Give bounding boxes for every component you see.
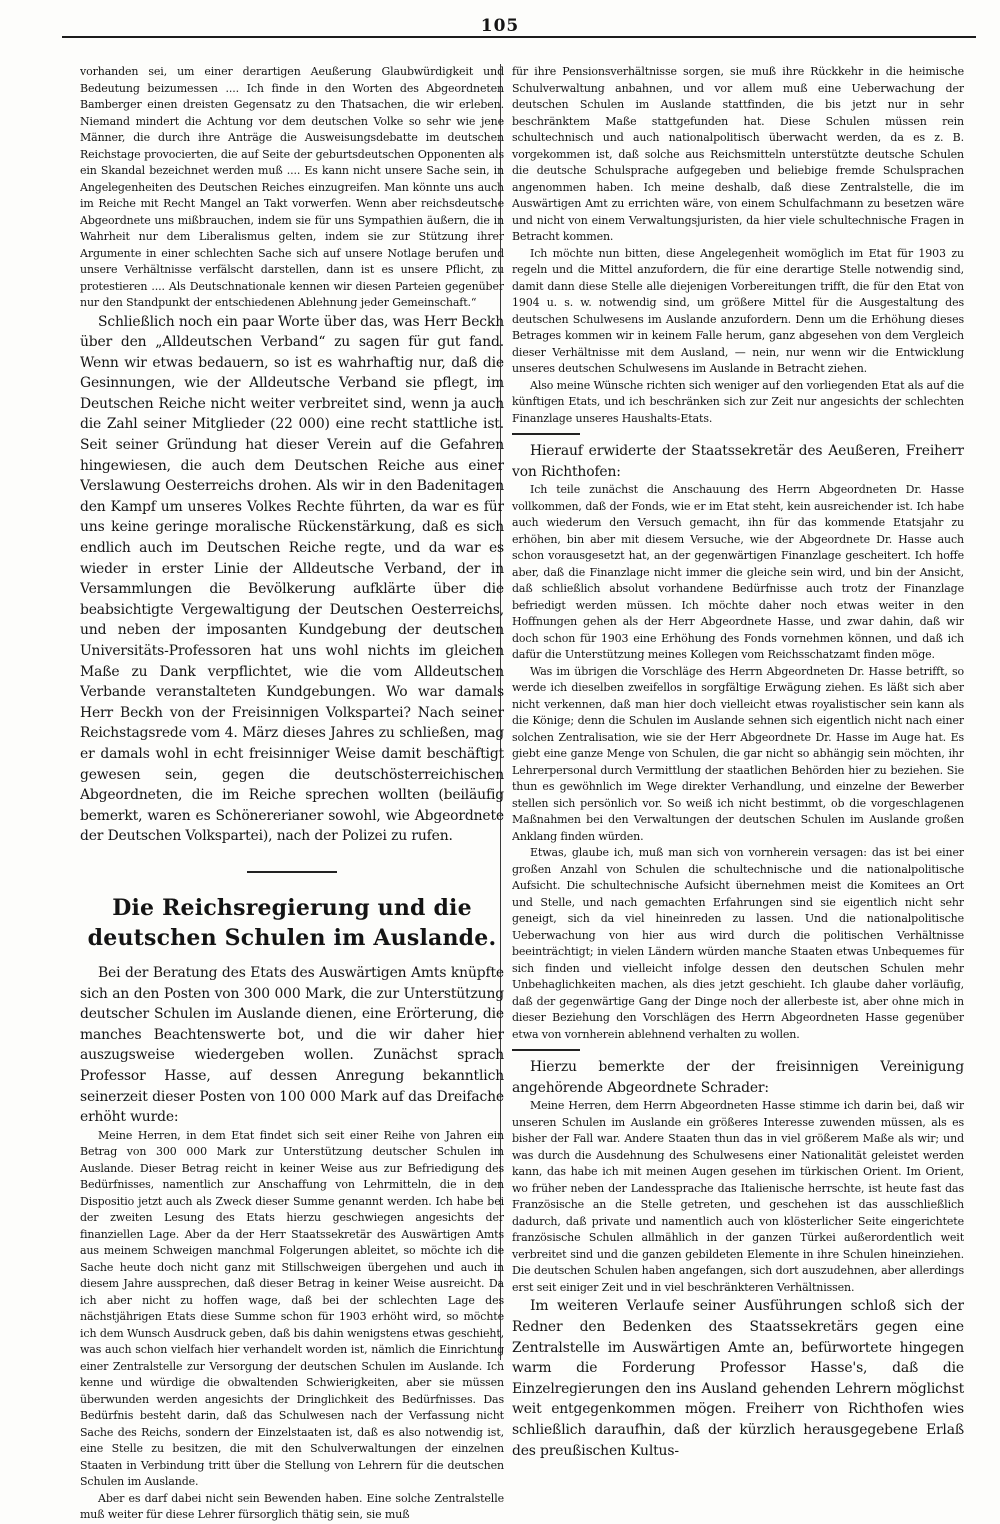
speech-hasse: Meine Herren, in dem Etat findet sich seit einer Reihe von Jahren ein Betrag von 300 000 Mark zur Unterstützung deutscher Schulen im Auslande. Dieser Betrag reicht in keiner Weise aus zur Befriedigung des Bedürfnisses, namentlich zur Anschaffung von Lehrmitteln, die in den Dispositio jetzt auch als Zweck dieser Summe genannt werden. Ich habe bei der zweiten Lesung des Etats hierzu geschwiegen angesichts der finanziellen Lage. Aber da der Herr Staatssekretär des Auswärtigen Amts aus meinem Schweigen manchmal Folgerungen ableitet, so möchte ich die Sache heute doch nicht ganz mit Stillschweigen übergehen und auch in diesem Jahre aussprechen, daß dieser Betrag in keiner Weise ausreicht. Da ich aber nicht zu hoffen wage, daß bei der schlechten Lage des nächstjährigen Etats diese Summe schon für 1903 erhöht wird, so möchte ich dem Wunsch Ausdruck geben, daß bis dahin wenigstens etwas geschieht, was auch schon vielfach hier verhandelt worden ist, nämlich die Einrichtung einer Zentralstelle zur Versorgung der deutschen Schulen im Auslande. Ich kenne und würdige die obwaltenden Schwierigkeiten, aber sie müssen überwunden werden angesichts der Dringlichkeit des Bedürfnisses. Das Bedürfnis besteht darin, daß das Schulwesen nach der Verfassung nicht Sache des Reichs, sondern der Einzelstaaten ist, daß es also notwendig ist, eine Stelle zu besitzen, die mit den Schulverwaltungen der einzelnen Staaten in Verbindung tritt über die Stellung von Lehrern für die deutschen Schulen im Auslande. — [80, 1128, 504, 1489]
speech-hasse-right: für ihre Pensionsverhältnisse sorgen, sie muß ihre Rückkehr in die heimische Schulverwaltung anbahnen, und vor allem muß eine Ueberwachung der deutschen Schulen im Auslande stattfinden, die bis jetzt nur in sehr beschränktem Maße stattgefunden hat. Diese Schulen müssen rein schultechnisch und auch nationalpolitisch überwacht werden, da es z. B. vorgekommen ist, daß solche aus Reichsmitteln unterstützte deutsche Schulen die deutsche Schulsprache aufgegeben und beliebige fremde Schulsprachen angenommen haben. Ich meine deshalb, daß diese Zentralstelle, die im Auswärtigen Amt zu errichten wäre, von einem Schulfachmann zu besetzen wäre und nicht von einem Verwaltungsjuristen, da hier viele schultechnische Fragen in Betracht kommen. — [512, 65, 964, 243]
article-headline: Die Reichsregierung und die deutschen Schulen im Auslande. — [87, 894, 497, 951]
section-divider-right-2 — [512, 1049, 580, 1051]
article-intro: Bei der Beratung des Etats des Auswärtigen Amts knüpfte sich an den Posten von 300 000 Mark, die zur Unterstützung deutscher Schulen im Auslande dienen, eine Erörterung, die manches Beachtenswerte bot, und die wir daher hier auszugsweise wiedergeben wollen. Zunächst sprach Professor Hasse, auf dessen Anregung bekanntlich seinerzeit dieser Posten von 100 000 Mark auf das Dreifache erhöht wurde: — [80, 964, 504, 1126]
section-divider-right — [512, 433, 580, 435]
speech-hasse-closing: Also meine Wünsche richten sich weniger auf den vorliegenden Etat als auf die künftigen Etats, und ich beschränken sich zur Zeit nur angesichts der schlechten Finanzlage unseres Haushalts-Etats. — [512, 378, 964, 425]
section-divider — [247, 871, 337, 873]
paragraph-quote-ending: vorhanden sei, um einer derartigen Aeußerung Glaubwürdigkeit und Bedeutung beizumessen .... Ich finde in den Worten des Abgeordneten Bamberger einen dreisten Gegensatz zu den Thatsachen, die wir erleben. Niemand mindert die Achtung vor dem deutschen Volke so sehr wie jene Männer, die durch ihre Anträge die Ausweisungsdebatte im deutschen Reichstage provocierten, die auf Seite der geburtsdeutschen Opponenten als ein Skandal bezeichnet werden muß .... Es kann nicht unsere Sache sein, in Angelegenheiten des Deutschen Reiches einzugreifen. Man könnte uns auch im Reiche mit Recht Mangel an Takt vorwerfen. Wenn aber reichsdeutsche Abgeordnete uns mißbrauchen, indem sie für uns Sympathien äußern, die in Wahrheit nur dem Liberalismus gelten, indem sie zur Stützung ihrer Argumente in einer schlechten Sache sich auf unsere Notlage berufen und unsere Verhältnisse verfälscht darstellen, dann ist es unsere Pflicht, zu protestieren .... Als Deutschnationale kennen wir diesen Parteien gegenüber nur den Standpunkt der entschiedenen Ablehnung jeder Gemeinschaft.“ — [80, 65, 504, 309]
closing-summary: Im weiteren Verlaufe seiner Ausführungen schloß sich der Redner den Bedenken des Staatssekretärs gegen eine Zentralstelle im Auswärtigen Amte an, befürwortete hingegen warm die Forderung Professor Hasse's, daß die Einzelregierungen den ins Ausland gehenden Lehrern möglichst weit entgegenkommen mögen. Freiherr von Richthofen wies schließlich daraufhin, daß der kürzlich herausgegebene Erlaß des preußischen Kultus- — [512, 1298, 964, 1459]
header-rule — [62, 36, 976, 38]
speech-richthofen-1: Ich teile zunächst die Anschauung des Herrn Abgeordneten Dr. Hasse vollkommen, daß der Fonds, wie er im Etat steht, kein ausreichender ist. Ich habe auch wiederum den Versuch gemacht, ihn für das kommende Etatsjahr zu erhöhen, bin aber mit diesem Versuche, wie der Abgeordnete Dr. Hasse auch schon vorausgesetzt hat, an der gegenwärtigen Finanzlage gescheitert. Ich hoffe aber, daß die Finanzlage nicht immer die gleiche sein wird, und bin der Ansicht, daß schließlich absolut vorhandene Bedürfnisse auch trotz der Finanzlage befriedigt werden müssen. Ich möchte daher noch etwas weiter in den Hoffnungen gehen als der Herr Abgeordnete Hasse, und zwar dahin, daß wir doch schon für 1903 eine Erhöhung des Fonds vornehmen können, und daß ich dafür die Unterstützung meines Kollegen vom Reichsschatzamt finden möge. — [512, 483, 964, 662]
paragraph-alldeutscher-verband: Schließlich noch ein paar Worte über das, was Herr Beckh über den „Alldeutschen Verband“ zu sagen für gut fand. Wenn wir etwas bedauern, so ist es wahrhaftig nur, daß die Gesinnungen, wie der Alldeutsche Verband sie pflegt, im Deutschen Reiche nicht weiter verbreitet sind, wenn ja auch die Zahl seiner Mitglieder (22 000) eine recht stattliche ist. Seit seiner Gründung hat dieser Verein auf die Gefahren hingewiesen, die auch dem Deutschen Reiche aus einer Verslawung Oesterreichs drohen. Als wir in den Badenitagen den Kampf um unseres Volkes Rechte führten, da war es für uns keine geringe moralische Rückenstärkung, daß es sich endlich auch im Deutschen Reiche regte, und da war es wieder in erster Linie der Alldeutsche Verband, der in Versammlungen die Bevölkerung aufklärte über die beabsichtigte Vergewaltigung der Deutschen Oesterreichs, und neben der imposanten Kundgebung der deutschen Universitäts-Professoren hat uns wohl nichts im gleichen Maße zu Dank verpflichtet, wie die vom Alldeutschen Verbande veranstalteten Kundgebungen. Wo war damals Herr Beckh von der Freisinnigen Volkspartei? Nach seiner Reichstagsrede vom 4. März dieses Jahres zu schließen, mag er damals wohl in echt freisinniger Weise damit beschäftigt gewesen sein, gegen die deutschösterreichischen Abgeordneten, die im Reiche sprechen wollten (beiläufig bemerkt, waren es Schönererianer sowohl, wie Abgeordnete der Deutschen Volkspartei), nach der Polizei zu rufen. — [80, 313, 504, 845]
remark-intro-schrader: Hierzu bemerkte der der freisinnigen Vereinigung angehörende Abgeordnete Schrader: — [512, 1059, 964, 1096]
left-column — [80, 64, 504, 1524]
speech-hasse-request: Ich möchte nun bitten, diese Angelegenheit womöglich im Etat für 1903 zu regeln und die Mittel anzufordern, die für eine derartige Stelle notwendig sind, damit dann diese Stelle alle diejenigen Vorbereitungen trifft, die für den Etat von 1904 u. s. w. notwendig sind, um größere Mittel für die Ausgestaltung des deutschen Schulwesens im Auslande anzufordern. Denn um die Erhöhung dieses Betrages kommen wir in keinem Falle herum, ganz abgesehen von dem Vergleich dieser Verhältnisse mit dem Ausland, — nein, nur wenn wir die Entwicklung unseres deutschen Schulwesens im Auslande in Betracht ziehen. — [512, 246, 964, 375]
speech-richthofen-3: Etwas, glaube ich, muß man sich von vornherein versagen: das ist bei einer großen Anzahl von Schulen die schultechnische und die nationalpolitische Aufsicht. Die schultechnische Aufsicht übernehmen meist die Komitees an Ort und Stelle, und nach gemachten Erfahrungen sind sie eigentlich nicht sehr geneigt, sich da viel hineinreden zu lassen. Und die nationalpolitische Ueberwachung von hier aus wird durch die politischen Verhältnisse beeinträchtigt; in vielen Ländern würden manche Staaten etwas Unbequemes für sich finden und vielleicht infolge dessen den deutschen Schulen mehr Unbehaglichkeiten machen, als dies jetzt geschieht. Ich glaube daher vorläufig, daß der gegenwärtige Gang der Dinge noch der allerbeste ist, aber ohne mich in dieser Beziehung den Vorschlägen des Herrn Abgeordneten Hasse gegenüber etwa von vornherein ablehnend verhalten zu wollen. — [512, 846, 964, 1041]
speech-schrader: Meine Herren, dem Herrn Abgeordneten Hasse stimme ich darin bei, daß wir unseren Schulen im Auslande ein größeres Interesse zuwenden müssen, als es bisher der Fall war. Andere Staaten thun das in viel größerem Maße als wir; und was durch die Ausdehnung des Schulwesens einer Nationalität geleistet werden kann, das habe ich mit meinen Augen gesehen im türkischen Orient. Im Orient, wo früher neben der Landessprache das Italienische herrschte, ist heute fast das Französische an die Stelle getreten, und geschehen ist das ausschließlich dadurch, daß private und namentlich auch von klösterlicher Seite eingerichtete französische Schulen allmählich in der ganzen Türkei außerordentlich weit verbreitet sind und die ganzen gebildeten Elemente in ihre Schulen hineinziehen. Die deutschen Schulen haben angefangen, sich dort auszudehnen, aber allerdings erst seit einiger Zeit und in viel beschränkteren Verhältnissen. — [512, 1099, 964, 1294]
speech-richthofen-2: Was im übrigen die Vorschläge des Herrn Abgeordneten Dr. Hasse betrifft, so werde ich dieselben zweifellos in sorgfältige Erwägung ziehen. Es läßt sich aber nicht verkennen, daß man hier doch vielleicht etwas royalistischer sein kann als die Könige; denn die Schulen im Auslande sehnen sich eigentlich nicht nach einer solchen Zentralisation, wie sie der Herr Abgeordnete Dr. Hasse im Auge hat. Es giebt eine ganze Menge von Schulen, die gar nicht so abhängig sein möchten, ihr Lehrerpersonal durch Vermittlung der staatlichen Behörden hier zu beziehen. Sie thun es gewöhnlich im Wege direkter Verhandlung, und einzelne der Bewerber stellen sich persönlich vor. So weiß ich nicht bestimmt, ob die vorgeschlagenen Maßnahmen bei den Verwaltungen der deutschen Schulen im Auslande großen Anklang finden würden. — [512, 664, 964, 843]
reply-intro-richthofen: Hierauf erwiderte der Staatssekretär des Aeußeren, Freiherr von Richthofen: — [512, 443, 964, 480]
page-number: 105 — [480, 16, 520, 36]
speech-hasse-continued: Aber es darf dabei nicht sein Bewenden haben. Eine solche Zentralstelle muß weiter für diese Lehrer fürsorglich thätig sein, sie muß — [80, 1491, 504, 1522]
right-column — [512, 64, 964, 1461]
